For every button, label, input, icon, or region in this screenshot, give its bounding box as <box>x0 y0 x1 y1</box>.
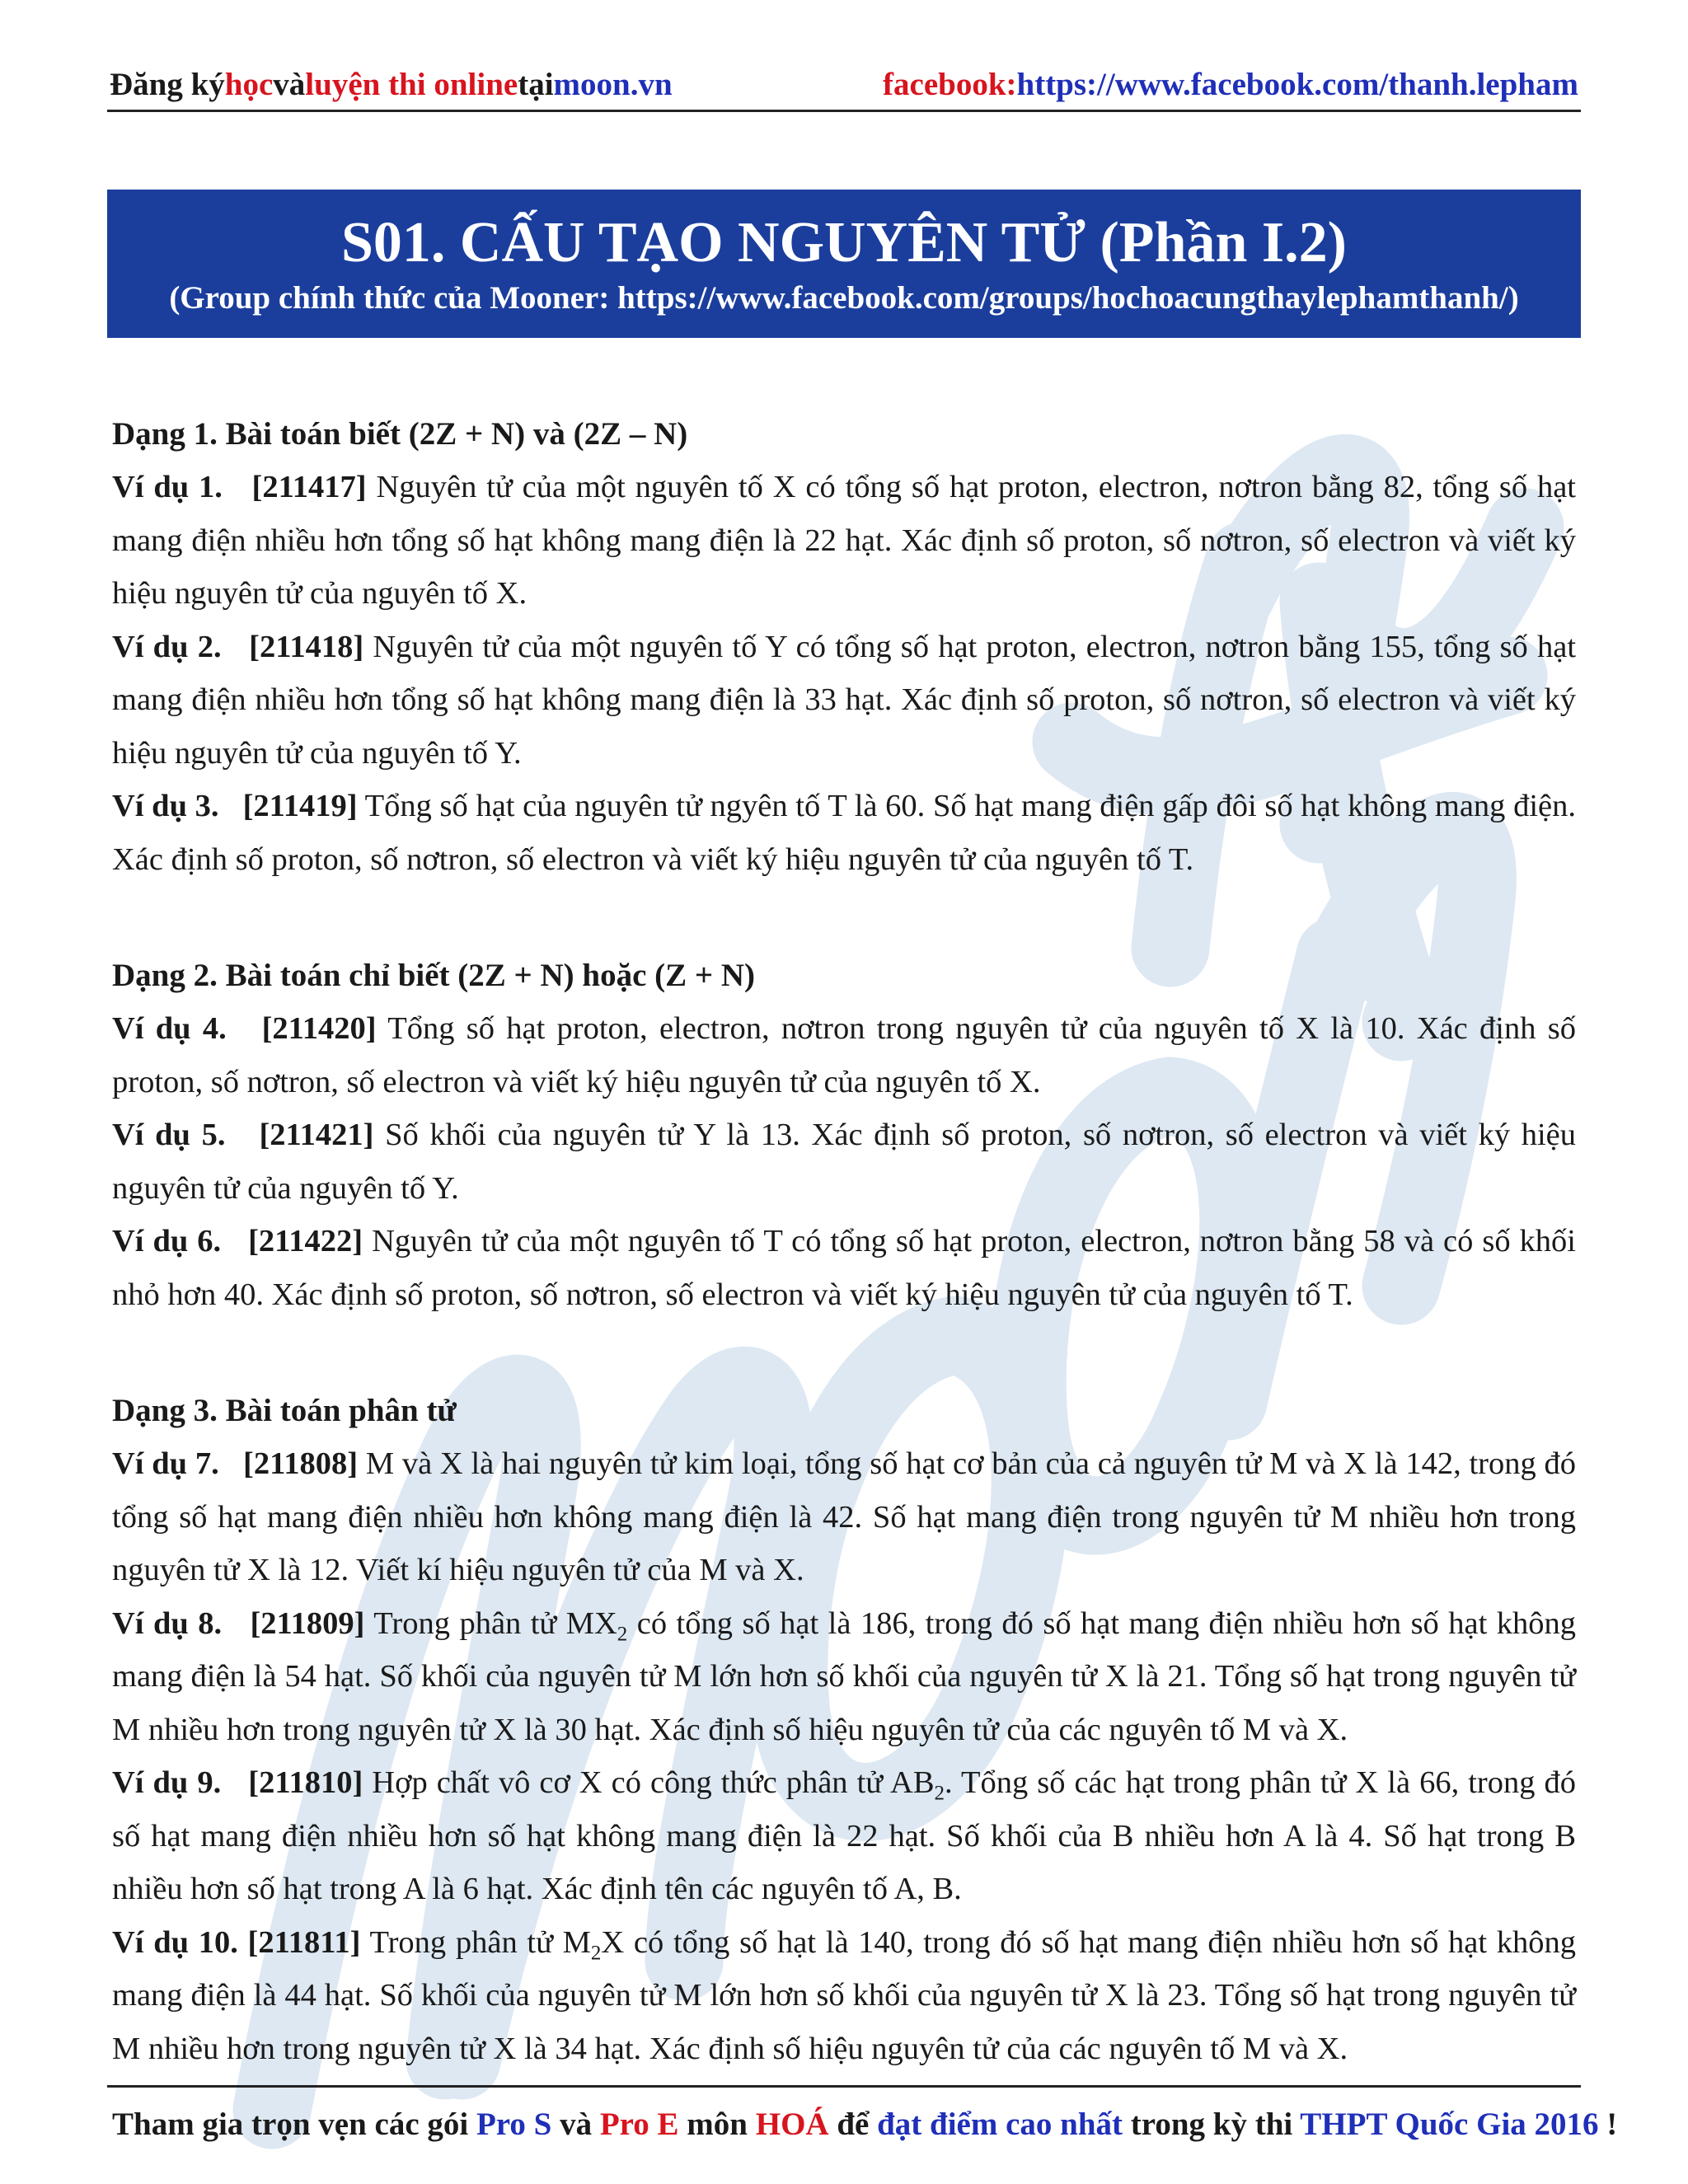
header-text: và <box>273 66 306 102</box>
example-label: Ví dụ 7. <box>112 1446 219 1481</box>
section-dang-3 <box>112 1385 1576 2075</box>
page-title: S01. CẤU TẠO NGUYÊN TỬ (Phần I.2) <box>341 211 1347 274</box>
formula-subscript: 2 <box>617 1623 628 1646</box>
header-text: tại <box>518 66 554 102</box>
header-luyen-thi-link[interactable]: luyện thi online <box>305 66 518 102</box>
facebook-label: facebook: <box>883 66 1017 102</box>
footer-pro-e-link[interactable]: Pro E <box>599 2107 679 2142</box>
section-dang-1 <box>112 408 1576 886</box>
example-label: Ví dụ 6. <box>112 1224 222 1258</box>
example-code: [211420] <box>261 1011 377 1046</box>
example-3 <box>112 780 1576 886</box>
example-code: [211419] <box>242 789 358 823</box>
footer-hoa: HOÁ <box>755 2107 829 2142</box>
section-title: Dạng 2. Bài toán chỉ biết (2Z + N) hoặc (Z + N) <box>112 958 756 993</box>
example-text: Hợp chất vô cơ X có công thức phân tử AB <box>363 1765 935 1800</box>
example-text: Số khối của nguyên tử Y là 13. Xác định số proton, số nơtron, số electron và viết ký hiệu nguyên tử của nguyên tố Y. <box>112 1118 1576 1206</box>
example-7 <box>112 1437 1576 1597</box>
example-label: Ví dụ 2. <box>112 629 222 664</box>
example-code: [211421] <box>259 1118 374 1152</box>
example-text: Nguyên tử của một nguyên tố T có tổng số hạt proton, electron, nơtron bằng 58 và có số khối nhỏ hơn 40. Xác định số proton, số nơtron, số electron và viết ký hiệu nguyên tử của nguyên tố T. <box>112 1224 1576 1312</box>
example-code: [211808] <box>243 1446 359 1481</box>
page-header <box>110 59 1578 109</box>
section-title: Dạng 3. Bài toán phân tử <box>112 1393 457 1428</box>
header-divider <box>107 110 1581 112</box>
example-text: Tổng số hạt của nguyên tử ngyên tố T là 60. Số hạt mang điện gấp đôi số hạt không mang điện. Xác định số proton, số nơtron, số electron và viết ký hiệu nguyên tử của nguyên tố T. <box>112 789 1577 877</box>
example-2 <box>112 621 1576 780</box>
group-link[interactable]: (Group chính thức của Mooner: https://www.facebook.com/groups/hochoacungthaylephamthanh/) <box>169 280 1519 316</box>
example-text: Nguyên tử của một nguyên tố Y có tổng số hạt proton, electron, nơtron bằng 155, tổng số hạt mang điện nhiều hơn tổng số hạt không mang điện là 33 hạt. Xác định số proton, số nơtron, số electron và viết ký hiệu nguyên tử của nguyên tố Y. <box>112 629 1577 771</box>
footer-text: môn <box>678 2107 756 2142</box>
formula-subscript: 2 <box>934 1782 945 1805</box>
footer-text: trong kỳ thi <box>1123 2107 1301 2142</box>
footer-text: Tham gia trọn vẹn các gói <box>112 2107 476 2142</box>
example-8 <box>112 1597 1576 1757</box>
example-text: . Tổng số các hạt trong phân tử X là 66, trong đó số hạt mang điện nhiều hơn số hạt không mang điện là 22 hạt. Số khối của B nhiều hơn A là 4. Số hạt trong B nhiều hơn số hạt trong A là 6 hạt. Xác định tên các nguyên tố A, B. <box>112 1765 1576 1906</box>
example-code: [211810] <box>248 1765 363 1800</box>
example-label: Ví dụ 10. <box>112 1924 238 1960</box>
example-label: Ví dụ 4. <box>112 1011 227 1046</box>
title-banner <box>107 190 1581 338</box>
header-text: Đăng ký <box>110 66 225 102</box>
example-code: [211809] <box>250 1605 365 1641</box>
example-10 <box>112 1916 1576 2076</box>
example-label: Ví dụ 5. <box>112 1118 226 1152</box>
example-text: Nguyên tử của một nguyên tố X có tổng số hạt proton, electron, nơtron bằng 82, tổng số hạt mang điện nhiều hơn tổng số hạt không mang điện là 22 hạt. Xác định số proton, số nơtron, số electron và viết ký hiệu nguyên tử của nguyên tố X. <box>112 470 1577 611</box>
header-facebook <box>883 66 1578 103</box>
footer-exam-name: THPT Quốc Gia 2016 <box>1300 2107 1599 2142</box>
example-1 <box>112 461 1576 621</box>
example-text: Tổng số hạt proton, electron, nơtron trong nguyên tử của nguyên tố X là 10. Xác định số proton, số nơtron, số electron và viết ký hiệu nguyên tử của nguyên tố X. <box>112 1011 1577 1099</box>
example-code: [211417] <box>251 470 367 504</box>
footer-divider <box>107 2085 1581 2088</box>
footer-pro-s-link[interactable]: Pro S <box>476 2107 552 2142</box>
example-text: M và X là hai nguyên tử kim loại, tổng số hạt cơ bản của cả nguyên tử M và X là 142, trong đó tổng số hạt mang điện nhiều hơn không mang điện là 42. Số hạt mang điện trong nguyên tử M nhiều hơn trong nguyên tử X là 12. Viết kí hiệu nguyên tử của M và X. <box>112 1446 1577 1587</box>
formula-subscript: 2 <box>590 1942 602 1965</box>
example-text: Trong phân tử MX <box>364 1605 617 1641</box>
section-title: Dạng 1. Bài toán biết (2Z + N) và (2Z – N) <box>112 416 688 452</box>
example-4 <box>112 1002 1576 1108</box>
example-code: [211418] <box>249 629 364 664</box>
example-label: Ví dụ 8. <box>112 1605 223 1641</box>
example-code: [211422] <box>248 1224 363 1258</box>
example-label: Ví dụ 1. <box>112 470 223 504</box>
example-label: Ví dụ 9. <box>112 1765 222 1800</box>
example-5 <box>112 1108 1576 1215</box>
example-label: Ví dụ 3. <box>112 789 219 823</box>
footer-text: ! <box>1598 2107 1618 2142</box>
footer-text: để <box>828 2107 878 2142</box>
example-6 <box>112 1215 1576 1321</box>
example-text: có tổng số hạt là 186, trong đó số hạt mang điện nhiều hơn số hạt không mang điện là 54 hạt. Số khối của nguyên tử M lớn hơn số khối của nguyên tử X là 21. Tổng số hạt trong nguyên tử M nhiều hơn trong nguyên tử X là 30 hạt. Xác định số hiệu nguyên tử của các nguyên tố M và X. <box>112 1605 1576 1747</box>
facebook-link[interactable]: https://www.facebook.com/thanh.lepham <box>1016 66 1578 102</box>
footer-text: và <box>551 2107 600 2142</box>
page-footer <box>112 2100 1618 2149</box>
example-code: [211811] <box>247 1924 361 1960</box>
example-9 <box>112 1756 1576 1916</box>
header-registration <box>110 66 673 103</box>
header-moon-link[interactable]: moon.vn <box>553 66 673 102</box>
header-hoc-link[interactable]: học <box>224 66 274 102</box>
footer-highlight: đạt điểm cao nhất <box>877 2107 1123 2142</box>
example-text: Trong phân tử M <box>360 1924 591 1960</box>
example-text: X có tổng số hạt là 140, trong đó số hạt mang điện nhiều hơn số hạt không mang điện là 44 hạt. Số khối của nguyên tử M lớn hơn số khối của nguyên tử X là 23. Tổng số hạt trong nguyên tử M nhiều hơn trong nguyên tử X là 34 hạt. Xác định số hiệu nguyên tử của các nguyên tố M và X. <box>112 1924 1577 2066</box>
section-dang-2 <box>112 949 1576 1321</box>
